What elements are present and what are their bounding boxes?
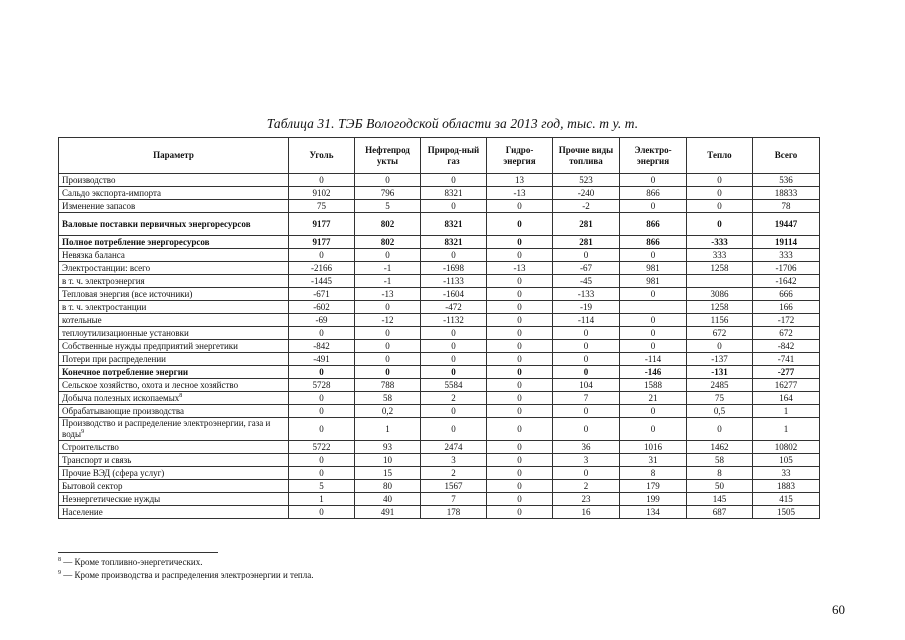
value-cell: -472	[421, 301, 487, 314]
value-cell: 1258	[687, 301, 753, 314]
value-cell: 164	[753, 392, 820, 405]
row-label: Конечное потребление энергии	[62, 367, 189, 377]
value-cell: 19114	[753, 236, 820, 249]
value-cell: 0,5	[687, 405, 753, 418]
row-label: Строительство	[62, 442, 119, 452]
value-cell: 491	[355, 506, 421, 519]
value-cell: 9177	[289, 213, 355, 236]
row-parameter-cell	[59, 340, 289, 353]
value-cell: 0	[421, 174, 487, 187]
row-label: Население	[62, 507, 103, 517]
row-parameter-cell	[59, 275, 289, 288]
value-cell: 0	[553, 353, 620, 366]
row-label: в т. ч. электростанции	[62, 302, 147, 312]
value-cell: 134	[620, 506, 687, 519]
row-label: Производство	[62, 175, 116, 185]
value-cell: 1	[289, 493, 355, 506]
value-cell: 178	[421, 506, 487, 519]
value-cell: 0	[487, 441, 553, 454]
header-hydro: Гидро-энергия	[487, 138, 553, 174]
table-row	[59, 236, 820, 249]
value-cell: 687	[687, 506, 753, 519]
header-other-fuels: Прочие виды топлива	[553, 138, 620, 174]
value-cell: -1133	[421, 275, 487, 288]
value-cell: 0	[687, 340, 753, 353]
value-cell: 0	[487, 340, 553, 353]
value-cell: 5	[355, 200, 421, 213]
value-cell: 672	[753, 327, 820, 340]
value-cell: 166	[753, 301, 820, 314]
table-row	[59, 418, 820, 441]
value-cell: 0	[487, 366, 553, 379]
value-cell: 866	[620, 213, 687, 236]
row-parameter-cell	[59, 174, 289, 187]
value-cell: 0	[553, 418, 620, 441]
value-cell: 105	[753, 454, 820, 467]
value-cell: 5728	[289, 379, 355, 392]
header-electricity: Электро-энергия	[620, 138, 687, 174]
value-cell: 0	[487, 327, 553, 340]
value-cell: 0	[289, 174, 355, 187]
value-cell: -131	[687, 366, 753, 379]
value-cell: 0	[289, 454, 355, 467]
value-cell: -602	[289, 301, 355, 314]
value-cell: 5722	[289, 441, 355, 454]
row-parameter-cell	[59, 441, 289, 454]
value-cell: 40	[355, 493, 421, 506]
value-cell: 0	[355, 340, 421, 353]
value-cell: -13	[355, 288, 421, 301]
value-cell: 0	[421, 249, 487, 262]
value-cell	[620, 301, 687, 314]
value-cell: -137	[687, 353, 753, 366]
value-cell: 8321	[421, 213, 487, 236]
value-cell: -1698	[421, 262, 487, 275]
value-cell: -1604	[421, 288, 487, 301]
row-parameter-cell	[59, 493, 289, 506]
value-cell: 0	[620, 288, 687, 301]
value-cell: 0	[620, 174, 687, 187]
value-cell: 199	[620, 493, 687, 506]
value-cell: 0	[289, 506, 355, 519]
value-cell: 2	[421, 467, 487, 480]
value-cell: -133	[553, 288, 620, 301]
header-coal: Уголь	[289, 138, 355, 174]
footnote-8	[58, 557, 202, 567]
value-cell: 0	[355, 353, 421, 366]
value-cell: -1642	[753, 275, 820, 288]
row-label: Тепловая энергия (все источники)	[62, 289, 193, 299]
value-cell: -114	[620, 353, 687, 366]
value-cell: 0	[487, 236, 553, 249]
value-cell: 18833	[753, 187, 820, 200]
value-cell: -1132	[421, 314, 487, 327]
row-label: Сальдо экспорта-импорта	[62, 188, 161, 198]
value-cell: 5584	[421, 379, 487, 392]
value-cell: 3	[421, 454, 487, 467]
row-parameter-cell	[59, 314, 289, 327]
footnote-separator	[58, 552, 218, 553]
value-cell: 0	[355, 174, 421, 187]
row-parameter-cell	[59, 480, 289, 493]
value-cell: 75	[289, 200, 355, 213]
value-cell: 58	[355, 392, 421, 405]
header-parameter: Параметр	[59, 138, 289, 174]
value-cell: 0	[487, 301, 553, 314]
value-cell: 1462	[687, 441, 753, 454]
value-cell: 0	[620, 327, 687, 340]
row-parameter-cell	[59, 418, 289, 441]
value-cell: 104	[553, 379, 620, 392]
value-cell: -842	[753, 340, 820, 353]
value-cell: 21	[620, 392, 687, 405]
row-label: Прочие ВЭД (сфера услуг)	[62, 468, 165, 478]
value-cell: -491	[289, 353, 355, 366]
value-cell: 0	[289, 467, 355, 480]
value-cell: 15	[355, 467, 421, 480]
row-parameter-cell	[59, 213, 289, 236]
table-row	[59, 200, 820, 213]
value-cell: 281	[553, 213, 620, 236]
value-cell: 8	[620, 467, 687, 480]
row-parameter-cell	[59, 301, 289, 314]
value-cell: 1505	[753, 506, 820, 519]
value-cell: 672	[687, 327, 753, 340]
value-cell: 0	[620, 340, 687, 353]
table-row	[59, 288, 820, 301]
header-oil-products: Нефтепрод укты	[355, 138, 421, 174]
row-parameter-cell	[59, 236, 289, 249]
table-row	[59, 379, 820, 392]
value-cell: 145	[687, 493, 753, 506]
table-row	[59, 314, 820, 327]
value-cell: 3	[553, 454, 620, 467]
value-cell: -2166	[289, 262, 355, 275]
value-cell: 0	[687, 200, 753, 213]
value-cell: -671	[289, 288, 355, 301]
value-cell: 1258	[687, 262, 753, 275]
value-cell: -114	[553, 314, 620, 327]
row-parameter-cell	[59, 288, 289, 301]
value-cell: 16277	[753, 379, 820, 392]
value-cell: 9177	[289, 236, 355, 249]
value-cell: 0	[487, 392, 553, 405]
table-row	[59, 506, 820, 519]
table-row	[59, 174, 820, 187]
value-cell: 866	[620, 236, 687, 249]
energy-balance-table	[58, 137, 820, 519]
value-cell: 2	[553, 480, 620, 493]
row-label: Добыча полезных ископаемых	[62, 393, 180, 403]
row-label: теплоутилизационные установки	[62, 328, 189, 338]
row-label: Валовые поставки первичных энергоресурсов	[62, 218, 251, 229]
header-natural-gas: Природ-ный газ	[421, 138, 487, 174]
table-caption: Таблица 31. ТЭБ Вологодской области за 2013 год, тыс. т у. т.	[266, 116, 639, 131]
table-row	[59, 454, 820, 467]
table-row	[59, 275, 820, 288]
table-row	[59, 392, 820, 405]
row-parameter-cell	[59, 187, 289, 200]
value-cell: 1883	[753, 480, 820, 493]
row-label: Изменение запасов	[62, 201, 136, 211]
value-cell: 333	[687, 249, 753, 262]
row-label: Сельское хозяйство, охота и лесное хозяйство	[62, 380, 239, 390]
value-cell: 796	[355, 187, 421, 200]
value-cell: 16	[553, 506, 620, 519]
value-cell: 0	[687, 418, 753, 441]
value-cell: -1445	[289, 275, 355, 288]
value-cell: 0	[620, 200, 687, 213]
value-cell: -13	[487, 187, 553, 200]
value-cell: 33	[753, 467, 820, 480]
value-cell: 536	[753, 174, 820, 187]
table-row	[59, 493, 820, 506]
value-cell: 0	[421, 200, 487, 213]
value-cell: -146	[620, 366, 687, 379]
table-row	[59, 366, 820, 379]
value-cell: -1706	[753, 262, 820, 275]
value-cell: 0	[421, 340, 487, 353]
value-cell: 0	[553, 327, 620, 340]
row-parameter-cell	[59, 200, 289, 213]
value-cell: 0	[289, 392, 355, 405]
row-parameter-cell	[59, 405, 289, 418]
table-row	[59, 327, 820, 340]
row-label: Бытовой сектор	[62, 481, 123, 491]
row-parameter-cell	[59, 506, 289, 519]
value-cell: 75	[687, 392, 753, 405]
value-cell: 0	[487, 405, 553, 418]
value-cell: 0	[687, 213, 753, 236]
value-cell: 78	[753, 200, 820, 213]
value-cell: 802	[355, 213, 421, 236]
value-cell: 0	[487, 200, 553, 213]
value-cell: 1567	[421, 480, 487, 493]
value-cell: 2474	[421, 441, 487, 454]
value-cell	[687, 275, 753, 288]
value-cell: 0	[355, 327, 421, 340]
value-cell: 0	[553, 340, 620, 353]
table-row	[59, 249, 820, 262]
value-cell: 1	[753, 418, 820, 441]
value-cell: 0	[487, 249, 553, 262]
value-cell: -277	[753, 366, 820, 379]
footnote-text: — Кроме производства и распределения электроэнергии и тепла.	[61, 570, 314, 580]
table-row	[59, 187, 820, 200]
row-label: котельные	[62, 315, 102, 325]
value-cell: 0	[355, 366, 421, 379]
value-cell: 0	[421, 366, 487, 379]
footnote-ref: 9	[81, 429, 85, 435]
value-cell: 0	[487, 454, 553, 467]
header-total: Всего	[753, 138, 820, 174]
value-cell: -45	[553, 275, 620, 288]
row-parameter-cell	[59, 379, 289, 392]
row-parameter-cell	[59, 327, 289, 340]
value-cell: 0	[487, 493, 553, 506]
value-cell: 0	[289, 366, 355, 379]
value-cell: 0	[355, 249, 421, 262]
table-row	[59, 213, 820, 236]
footnote-text: — Кроме топливно-энергетических.	[61, 557, 203, 567]
value-cell: 50	[687, 480, 753, 493]
value-cell: 866	[620, 187, 687, 200]
table-row	[59, 441, 820, 454]
value-cell: 981	[620, 275, 687, 288]
row-label: Потери при распределении	[62, 354, 166, 364]
row-label: Электростанции: всего	[62, 263, 151, 273]
value-cell: 0	[289, 249, 355, 262]
value-cell: -13	[487, 262, 553, 275]
value-cell: 0	[421, 327, 487, 340]
value-cell: -741	[753, 353, 820, 366]
row-parameter-cell	[59, 366, 289, 379]
value-cell: 179	[620, 480, 687, 493]
value-cell: 0	[487, 506, 553, 519]
table-row	[59, 340, 820, 353]
value-cell: -19	[553, 301, 620, 314]
row-parameter-cell	[59, 467, 289, 480]
value-cell: 0	[487, 288, 553, 301]
value-cell: 0	[421, 405, 487, 418]
value-cell: -12	[355, 314, 421, 327]
value-cell: -172	[753, 314, 820, 327]
value-cell: 1	[355, 418, 421, 441]
value-cell: 0	[487, 353, 553, 366]
table-row	[59, 262, 820, 275]
value-cell: -69	[289, 314, 355, 327]
value-cell: 981	[620, 262, 687, 275]
value-cell: -1	[355, 275, 421, 288]
value-cell: 23	[553, 493, 620, 506]
value-cell: 333	[753, 249, 820, 262]
value-cell: 802	[355, 236, 421, 249]
value-cell: 19447	[753, 213, 820, 236]
value-cell: 0	[289, 418, 355, 441]
value-cell: 5	[289, 480, 355, 493]
value-cell: 36	[553, 441, 620, 454]
value-cell: 0	[553, 467, 620, 480]
value-cell: 1588	[620, 379, 687, 392]
row-label: Производство и распределение электроэнергии, газа и воды	[62, 418, 271, 439]
page-number: 60	[832, 602, 845, 617]
value-cell: -240	[553, 187, 620, 200]
value-cell: 0	[487, 480, 553, 493]
value-cell: 80	[355, 480, 421, 493]
value-cell: 0	[487, 213, 553, 236]
value-cell: 0	[553, 405, 620, 418]
header-heat: Тепло	[687, 138, 753, 174]
value-cell: 1016	[620, 441, 687, 454]
value-cell: 0	[687, 174, 753, 187]
row-label: Полное потребление энергоресурсов	[62, 237, 210, 247]
value-cell: 0	[487, 275, 553, 288]
value-cell: 0	[620, 405, 687, 418]
footnote-ref: 8	[179, 393, 183, 399]
value-cell: 0	[687, 187, 753, 200]
value-cell: 0	[355, 301, 421, 314]
value-cell: 9102	[289, 187, 355, 200]
table-header-row	[59, 138, 820, 174]
footnote-9	[58, 570, 314, 580]
value-cell: 0	[487, 314, 553, 327]
row-label: Неэнергетические нужды	[62, 494, 161, 504]
table-row	[59, 467, 820, 480]
value-cell: 58	[687, 454, 753, 467]
value-cell: 8321	[421, 236, 487, 249]
value-cell: 0	[620, 314, 687, 327]
value-cell: 415	[753, 493, 820, 506]
value-cell: 7	[553, 392, 620, 405]
value-cell: 281	[553, 236, 620, 249]
footnote-mark: 8	[58, 557, 61, 563]
value-cell: 0,2	[355, 405, 421, 418]
value-cell: 8321	[421, 187, 487, 200]
value-cell: 13	[487, 174, 553, 187]
value-cell: 0	[289, 405, 355, 418]
value-cell: 7	[421, 493, 487, 506]
value-cell: 523	[553, 174, 620, 187]
value-cell: 666	[753, 288, 820, 301]
row-parameter-cell	[59, 249, 289, 262]
value-cell: 10	[355, 454, 421, 467]
footnote-mark: 9	[58, 570, 61, 576]
value-cell: -842	[289, 340, 355, 353]
value-cell: 0	[421, 353, 487, 366]
value-cell: -67	[553, 262, 620, 275]
value-cell: 788	[355, 379, 421, 392]
row-parameter-cell	[59, 454, 289, 467]
value-cell: 3086	[687, 288, 753, 301]
table-row	[59, 480, 820, 493]
row-parameter-cell	[59, 392, 289, 405]
table-row	[59, 405, 820, 418]
value-cell: 0	[421, 418, 487, 441]
value-cell: 0	[620, 418, 687, 441]
row-label: Невязка баланса	[62, 250, 125, 260]
row-label: Транспорт и связь	[62, 455, 132, 465]
table-row	[59, 301, 820, 314]
value-cell: -333	[687, 236, 753, 249]
value-cell: 1	[753, 405, 820, 418]
value-cell: 2485	[687, 379, 753, 392]
value-cell: 0	[620, 249, 687, 262]
value-cell: 0	[487, 418, 553, 441]
value-cell: 0	[553, 249, 620, 262]
row-label: Обрабатывающие производства	[62, 406, 184, 416]
value-cell: 2	[421, 392, 487, 405]
value-cell: 0	[553, 366, 620, 379]
row-label: Собственные нужды предприятий энергетики	[62, 341, 238, 351]
value-cell: 0	[487, 379, 553, 392]
value-cell: 0	[487, 467, 553, 480]
value-cell: 31	[620, 454, 687, 467]
value-cell: 1156	[687, 314, 753, 327]
row-parameter-cell	[59, 262, 289, 275]
row-parameter-cell	[59, 353, 289, 366]
value-cell: -1	[355, 262, 421, 275]
value-cell: 10802	[753, 441, 820, 454]
row-label: в т. ч. электроэнергия	[62, 276, 145, 286]
value-cell: 93	[355, 441, 421, 454]
value-cell: -2	[553, 200, 620, 213]
value-cell: 8	[687, 467, 753, 480]
table-row	[59, 353, 820, 366]
value-cell: 0	[289, 327, 355, 340]
